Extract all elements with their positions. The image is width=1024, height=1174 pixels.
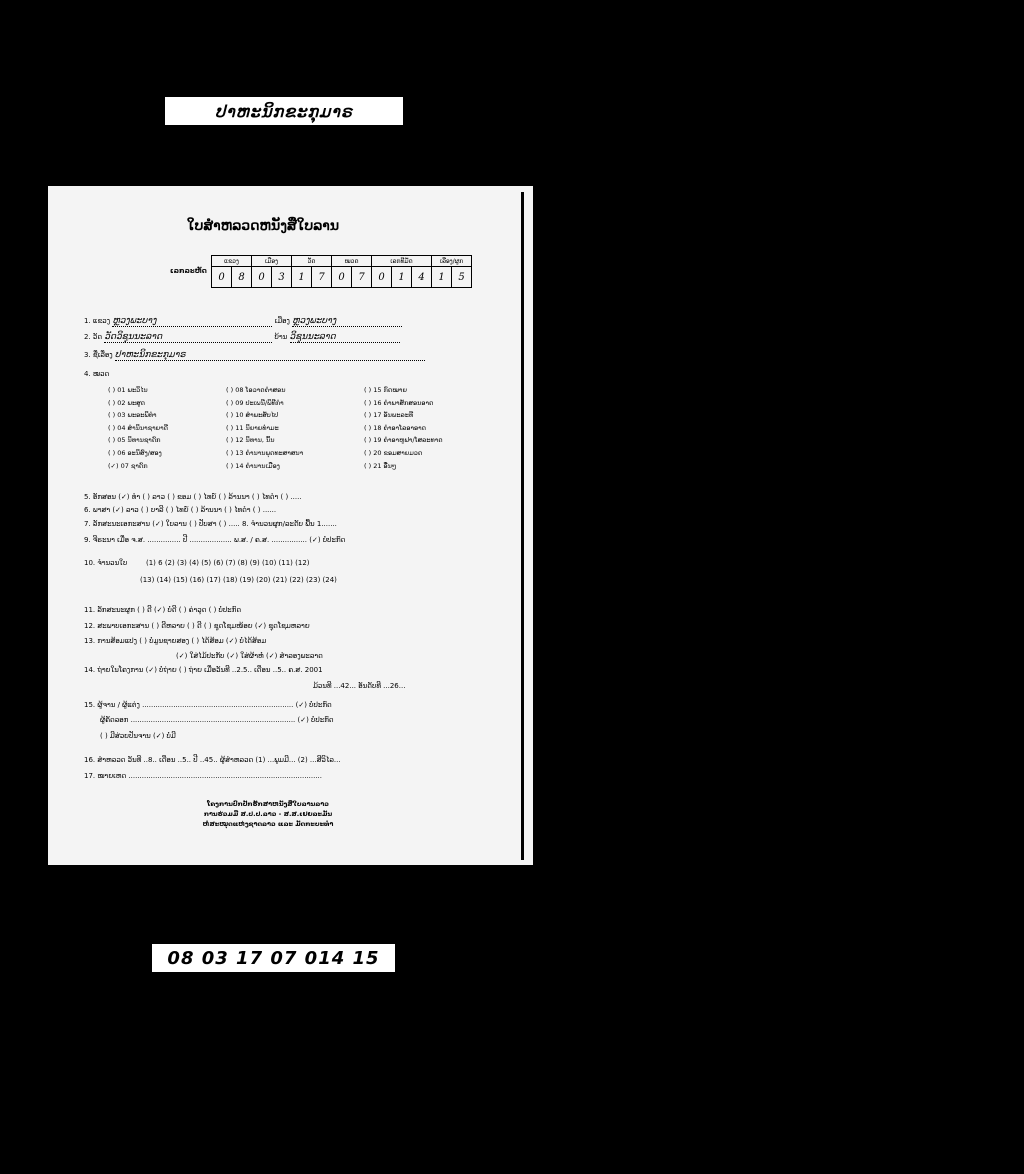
leaf-count-label: 10. ຈຳນວນໃບ	[84, 559, 128, 567]
category-option: ( ) 13 ຄຳນານພຸດທະສາສນາ	[226, 448, 304, 457]
category-option: ( ) 10 ສຳພະສັບໄປ	[226, 411, 279, 420]
script-field: 5. ອັກສອນ (✓) ທຳ ( ) ລາວ ( ) ຂອມ ( ) ໄທຍ໌ ( ) ລ້ານນາ ( ) ໄທດຳ ( ) .....	[84, 493, 302, 501]
bottom-code-label: 08 03 17 07 014 15	[152, 944, 395, 972]
code-header: ເລກທີມັດ	[372, 256, 432, 267]
category-row	[108, 397, 443, 410]
survey-form-sheet	[48, 186, 533, 865]
category-option: ( ) 21 ອື່ນໆ	[364, 461, 397, 470]
code-digit: 1	[432, 267, 452, 288]
category-option: ( ) 19 ຄຳອາຫູຟາ/ໂສລະທາດ	[364, 436, 443, 445]
category-option: ( ) 05 ນິທານຊາດົກ	[108, 436, 161, 445]
category-row	[108, 422, 443, 435]
microfilm-field: 14. ຖ່າຍໃນໂຄງການ (✓) ບໍ່ຖ່າຍ ( ) ຖ່າຍ ເມື່ອວັນທີ ..2.5.. ເດືອນ ..5.. ຄ.ສ. 2001	[84, 666, 323, 674]
category-option: ( ) 06 ອະນິສົງ/ສອງ	[108, 448, 162, 457]
form-title: ໃບສຳຫລວດຫນັງສືໃບລານ	[186, 218, 340, 234]
language-field: 6. ພາສາ (✓) ລາວ ( ) ບາລີ ( ) ໄທຍ໌ ( ) ລ້ານນາ ( ) ໄທດຳ ( ) ......	[84, 506, 277, 514]
category-option: ( ) 20 ຂອມສາຍມວດ	[364, 448, 423, 457]
date-written-field: 9. ຈີຣະນາ ເມື່ອ ຈ.ສ. ............... ປີ ................... ພ.ສ. / ຄ.ສ. ................ (✓) ບໍ່ປະກົດ	[84, 536, 346, 544]
category-option: ( ) 11 ນິຍາຍທຳມະ	[226, 423, 279, 432]
category-option: ( ) 18 ຄຳອາໂລອາອາດ	[364, 423, 426, 432]
form-footer	[158, 799, 378, 829]
category-option: ( ) 03 ພະອະພິທຳ	[108, 411, 157, 420]
code-digit: 1	[292, 267, 312, 288]
author-field: 15. ຜູ້ຈານ / ຜູ້ແຕ່ງ .................................................................... (✓) ບໍ່ປະກົດ	[84, 701, 332, 709]
code-digit: 7	[352, 267, 372, 288]
code-digit: 0	[332, 267, 352, 288]
code-digit: 8	[232, 267, 252, 288]
category-option: ( ) 01 ພະວິໄນ	[108, 386, 148, 394]
category-option: ( ) 09 ປະເພນີ/ພິທີກຳ	[226, 398, 284, 407]
survey-date-field: 16. ສຳຫລວດ ວັນທີ ..8.. ເດືອນ ..5.. ປີ ..45.. ຜູ້ສຳຫລວດ (1) ...ພູມມີ... (2) ...ສີວິໄລ...	[84, 756, 341, 764]
code-digit: 3	[272, 267, 292, 288]
category-option: ( ) 17 ອັນພະລະທີ	[364, 411, 414, 420]
category-grid	[108, 384, 443, 472]
code-header: ໝວດ	[332, 256, 372, 267]
category-option: ( ) 15 ກົດໝາຍ	[364, 386, 407, 394]
code-digit: 0	[252, 267, 272, 288]
code-digit: 4	[412, 267, 432, 288]
category-row	[108, 384, 443, 397]
code-header: ແຂວງ	[212, 256, 252, 267]
category-option: (✓) 07 ຊາດົກ	[108, 461, 148, 470]
district-label: ເມືອງ	[274, 317, 290, 325]
top-title-label: ປາຫະນິກຂະກຸມາຣ	[165, 97, 403, 125]
category-row	[108, 434, 443, 447]
temple-value: ວັດວິຊຸນນະລາດ	[104, 332, 272, 343]
remarks-field: 17. ໝາຍເຫດ .......................................................................................	[84, 772, 322, 780]
manuscript-title-value: ປາຫະນິກຂະກຸມາຣ	[115, 350, 425, 361]
microfilm-reel: ມ້ວນທີ ...42... ອັນດັບທີ ...26...	[313, 682, 406, 690]
code-digit: 0	[212, 267, 232, 288]
sheet-edge-line	[521, 192, 524, 860]
district-value: ຫຼວງພະບາງ	[292, 316, 402, 327]
category-option: ( ) 08 ໂອວາດຄຳສອນ	[226, 386, 286, 394]
code-digit: 7	[312, 267, 332, 288]
category-row	[108, 460, 443, 473]
category-option: ( ) 04 ສໍານິນາຊາຍາດີ	[108, 423, 168, 432]
repair-field: 13. ການສ້ອມແປງ ( ) ບໍ່ມູນຊາຍສອງ ( ) ໄດ້ສ້ອມ (✓) ບໍ່ໄດ້ສ້ອມ	[84, 637, 267, 645]
copyist-field: ຜູ້ຄັດລອກ .......................................................................... (✓) ບໍ່ປະກົດ	[100, 716, 334, 724]
footer-line: ຫໍສະໝຸດແຫ່ງຊາດລາວ ແລະ ມັດກະບະທຳ	[202, 820, 334, 828]
donor-field: ( ) ມີສ່ວຍປັນຈານ (✓) ບໍ່ມີ	[100, 732, 176, 740]
category-row	[108, 447, 443, 460]
category-option: ( ) 12 ນິທານ, ນິ້ນ	[226, 436, 275, 445]
temple-label: 2. ວັດ	[84, 333, 103, 341]
code-header: ວັດ	[292, 256, 332, 267]
village-value: ວິຊຸນນະລາດ	[290, 332, 400, 343]
code-header: ເລືອງ/ຜູກ	[432, 256, 472, 267]
document-condition-field: 12. ສະພາບເອກະສານ ( ) ດີຫລາຍ ( ) ດີ ( ) ຊຸດໂຊມໜ້ອຍ (✓) ຊຸດໂຊມຫລາຍ	[84, 622, 310, 630]
leaf-count-row-2: (13) (14) (15) (16) (17) (18) (19) (20) (21) (22) (23) (24)	[140, 576, 337, 584]
code-digit: 1	[392, 267, 412, 288]
footer-line: ການຮ່ວມມື ສ.ປ.ປ.ລາວ - ສ.ສ.ເຢຍລະມັນ	[203, 810, 333, 818]
bundle-condition-field: 11. ລັກສະນະຜູກ ( ) ດີ (✓) ບໍ່ດີ ( ) ຄ່າວຸດ ( ) ບໍ່ປະກົດ	[84, 606, 242, 614]
code-digit: 5	[452, 267, 472, 288]
category-option: ( ) 14 ຄຳນານເມືອງ	[226, 461, 280, 470]
footer-line: ໂຄງການປົກປັກຮັກສາຫນັງສືໃບລານລາວ	[207, 800, 329, 808]
category-row	[108, 409, 443, 422]
manuscript-title-label: 3. ຊື່ເລື່ອງ	[84, 351, 113, 359]
category-option: ( ) 02 ພະສູດ	[108, 398, 146, 407]
code-digit: 0	[372, 267, 392, 288]
material-field: 7. ລັກສະນະເອກະສານ (✓) ໃບລານ ( ) ປັບສາ ( ) ..... 8. ຈຳນວນຜູກ/ລະດັບ ພື້ນ 1.......	[84, 520, 337, 528]
province-value: ຫຼວງພະບາງ	[112, 316, 272, 327]
code-label: ເລກລະຫັດ	[170, 267, 207, 275]
category-label: 4. ໝວດ	[84, 370, 110, 378]
province-label: 1. ແຂວງ	[84, 317, 111, 325]
category-option: ( ) 16 ຄຳພາສັກສອນອາດ	[364, 398, 434, 407]
code-header: ເມືອງ	[252, 256, 292, 267]
village-label: ບ້ານ	[274, 333, 288, 341]
repair-options: (✓) ໃສ່ໄມ້ປະກັບ (✓) ໃສ່ຜ້າຫໍ່ (✓) ສຳລອງພະລາດ	[176, 652, 323, 660]
code-table	[211, 255, 472, 288]
leaf-count-row-1: (1) 6 (2) (3) (4) (5) (6) (7) (8) (9) (10) (11) (12)	[146, 559, 310, 567]
